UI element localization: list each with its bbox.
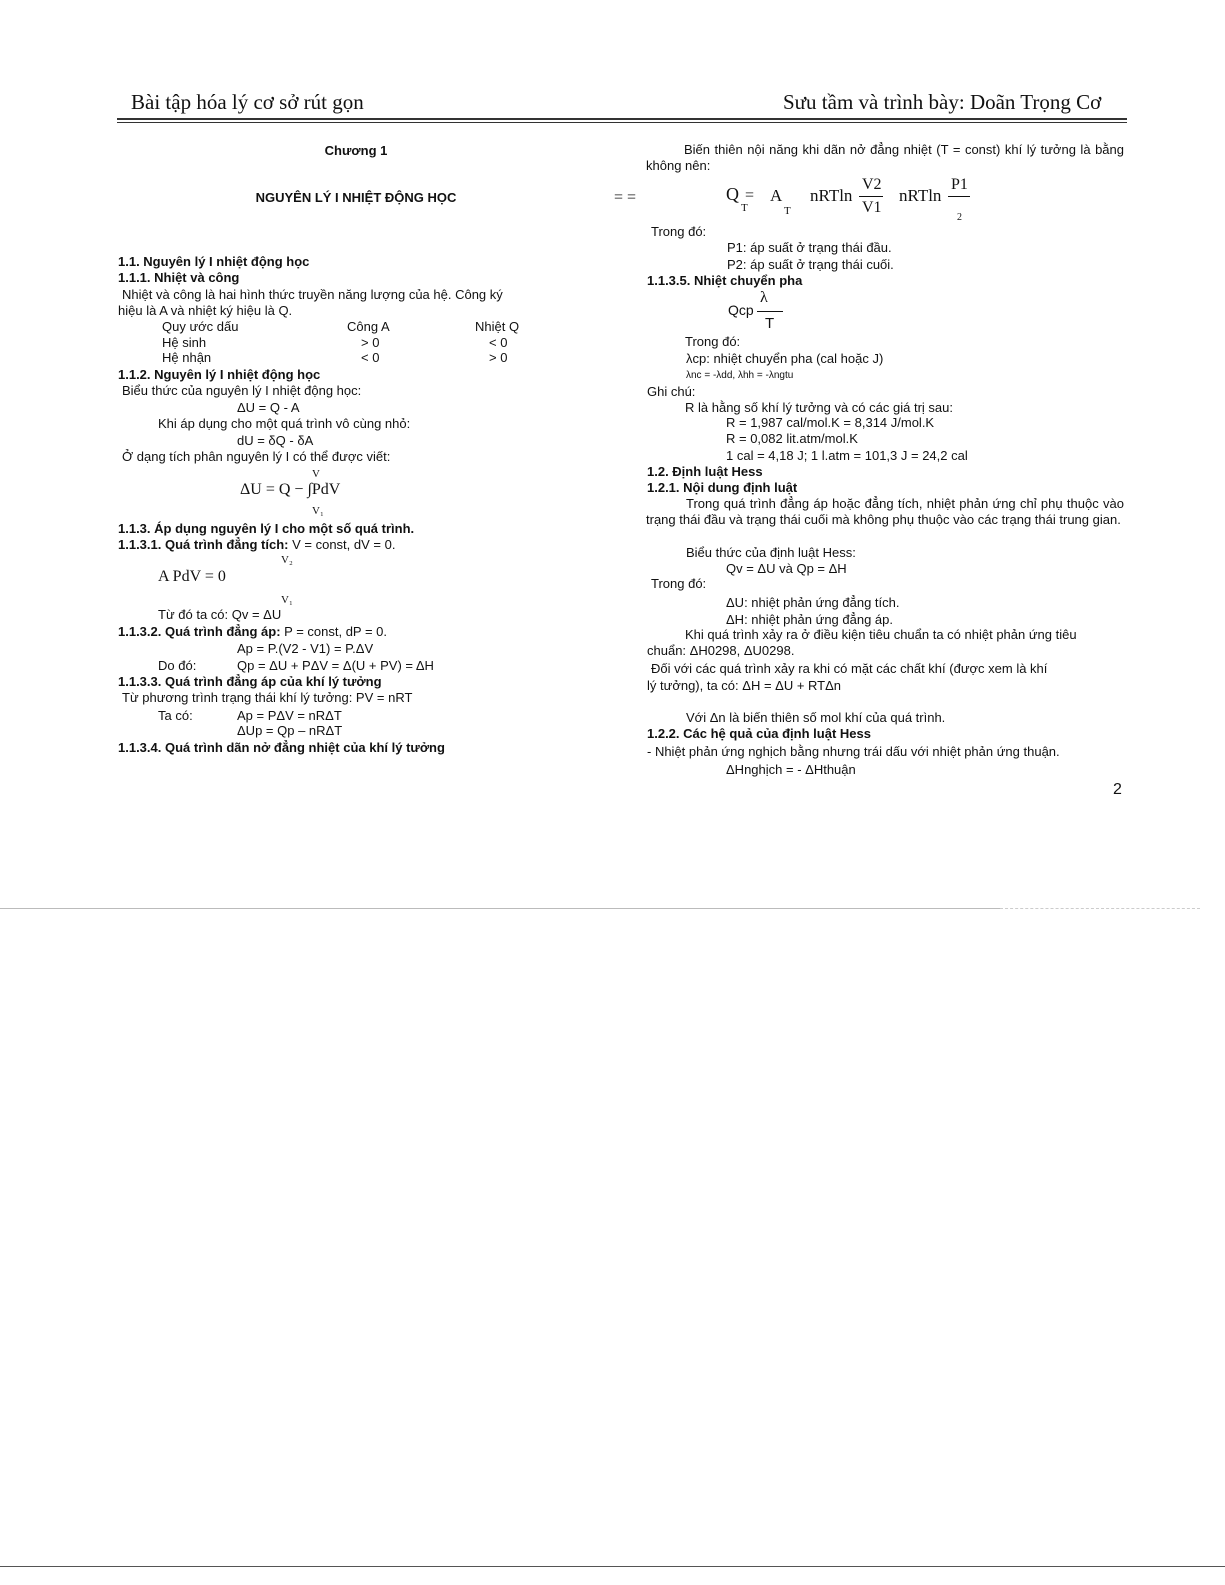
fraction-numerator: V2 [862, 176, 882, 193]
equation: ΔU = Q - A [237, 400, 300, 415]
paragraph: chuẩn: ΔH0298, ΔU0298. [647, 643, 795, 658]
paragraph: hiệu là A và nhiệt ký hiệu là Q. [118, 303, 293, 318]
integral-lower-limit: V₁ [281, 594, 293, 606]
section-1-1-3: 1.1.3. Áp dụng nguyên lý I cho một số quá trình. [118, 521, 415, 536]
paragraph: Đối với các quá trình xảy ra khi có mặt các chất khí (được xem là khí [651, 661, 1048, 676]
section-1-2: 1.2. Định luật Hess [647, 464, 763, 479]
integral-upper-limit: V₂ [281, 554, 293, 566]
fraction-denominator: 2 [957, 212, 962, 223]
label: Trong đó: [685, 334, 741, 349]
fraction-bar [859, 196, 883, 197]
paragraph: Với Δn là biến thiên số mol khí của quá trình. [686, 710, 946, 725]
chapter-label: Chương 1 [324, 143, 388, 158]
definition: λcp: nhiệt chuyển pha (cal hoặc J) [686, 351, 884, 366]
fraction-numerator: P1 [951, 176, 968, 193]
paragraph: Nhiệt và công là hai hình thức truyền năng lượng của hệ. Công ký [122, 287, 503, 302]
section-1-1-3-2 [118, 624, 387, 640]
chapter-title: NGUYÊN LÝ I NHIỆT ĐỘNG HỌC [255, 190, 457, 205]
constant-value: R = 0,082 lit.atm/mol.K [726, 431, 858, 446]
section-1-1-3-1 [118, 537, 395, 553]
paragraph: Biến thiên nội năng khi dãn nở đẳng nhiệt (T = const) khí lý tưởng là bằng không nên: [646, 142, 1124, 173]
integral-upper-limit: V [312, 468, 320, 480]
fraction-denominator: T [765, 315, 775, 332]
section-heading: 1.1.3.1. Quá trình đẳng tích: [118, 537, 289, 552]
paragraph: - Nhiệt phản ứng nghịch bằng nhưng trái dấu với nhiệt phản ứng thuận. [647, 744, 1060, 759]
paragraph: R là hằng số khí lý tưởng và có các giá trị sau: [685, 400, 953, 415]
equation: ΔUp = Qp – nRΔT [237, 723, 343, 738]
equation: ΔHnghịch = - ΔHthuận [726, 762, 856, 777]
label: Trong đó: [651, 224, 707, 239]
table-header: Nhiệt Q [475, 319, 520, 334]
page-break-dashes [1000, 908, 1200, 910]
table-header: Công A [347, 319, 390, 334]
subscript: T [741, 202, 748, 214]
equation-symbol: = [745, 187, 755, 204]
equation: Ap = PΔV = nRΔT [237, 708, 342, 723]
equation-symbol: A [770, 186, 783, 205]
fraction-bar [948, 196, 970, 197]
equation-signs: = = [614, 189, 637, 206]
section-1-2-2: 1.2.2. Các hệ quả của định luật Hess [647, 726, 871, 741]
page-number: 2 [1113, 781, 1122, 798]
section-1-1-2: 1.1.2. Nguyên lý I nhiệt động học [118, 367, 321, 382]
paragraph: Trong quá trình đẳng áp hoặc đẳng tích, nhiệt phản ứng chỉ phụ thuộc vào trạng thái đầu và trạng thái cuối mà không phụ thuộc vào các trạng thái trung gian. [646, 496, 1124, 527]
table-header: Quy ước dấu [162, 319, 239, 334]
integral-lower-limit: V₁ [312, 505, 324, 517]
table-cell: < 0 [489, 335, 508, 350]
fraction-bar [757, 311, 783, 312]
paragraph: Biểu thức của nguyên lý I nhiệt động học: [122, 383, 362, 398]
definition: P1: áp suất ở trạng thái đầu. [727, 240, 892, 255]
label: Trong đó: [651, 576, 707, 591]
definition: λnc = -λdd, λhh = -λngtu [686, 370, 794, 381]
constant-value: R = 1,987 cal/mol.K = 8,314 J/mol.K [726, 415, 935, 430]
table-cell: > 0 [361, 335, 380, 350]
subscript: T [784, 205, 791, 217]
equation: Qp = ΔU + PΔV = Δ(U + PV) = ΔH [237, 658, 434, 673]
section-1-1: 1.1. Nguyên lý I nhiệt động học [118, 254, 310, 269]
paragraph: Khi áp dụng cho một quá trình vô cùng nhỏ: [158, 416, 411, 431]
section-condition: V = const, dV = 0. [288, 537, 396, 552]
page-break-line [0, 908, 1000, 909]
table-cell: Hệ sinh [162, 335, 207, 350]
label: Do đó: [158, 658, 197, 673]
constant-value: 1 cal = 4,18 J; 1 l.atm = 101,3 J = 24,2 cal [726, 448, 968, 463]
section-1-1-3-3: 1.1.3.3. Quá trình đẳng áp của khí lý tưởng [118, 674, 382, 689]
bottom-border [0, 1566, 1225, 1567]
definition: ΔH: nhiệt phản ứng đẳng áp. [726, 612, 894, 627]
paragraph: lý tưởng), ta có: ΔH = ΔU + RTΔn [647, 678, 842, 693]
label: Ghi chú: [647, 384, 696, 399]
paragraph: Khi quá trình xảy ra ở điều kiện tiêu chuẩn ta có nhiệt phản ứng tiêu [685, 627, 1077, 642]
section-heading: 1.1.3.2. Quá trình đẳng áp: [118, 624, 281, 639]
section-condition: P = const, dP = 0. [280, 624, 388, 639]
label: Ta có: [158, 708, 193, 723]
paragraph: Ở dạng tích phân nguyên lý I có thể được viết: [122, 449, 391, 464]
paragraph: Biểu thức của định luật Hess: [686, 545, 856, 560]
paragraph: Từ đó ta có: Qv = ΔU [158, 607, 282, 622]
table-cell: < 0 [361, 350, 380, 365]
paragraph: Từ phương trình trạng thái khí lý tưởng: PV = nRT [122, 690, 413, 705]
section-1-2-1: 1.2.1. Nội dung định luật [647, 480, 798, 495]
equation: ΔU = Q − ∫PdV [240, 481, 341, 498]
section-1-1-3-4: 1.1.3.4. Quá trình dãn nở đẳng nhiệt của khí lý tưởng [118, 740, 445, 755]
header-right-title: Sưu tầm và trình bày: Doãn Trọng Cơ [783, 90, 1102, 114]
section-1-1-1: 1.1.1. Nhiệt và công [118, 270, 240, 285]
equation-term: nRTln [810, 186, 853, 205]
equation: Qv = ΔU và Qp = ΔH [726, 561, 847, 576]
table-cell: > 0 [489, 350, 508, 365]
fraction-numerator: λ [760, 289, 768, 306]
header-rule [117, 118, 1127, 120]
fraction-denominator: V1 [862, 199, 882, 216]
definition: P2: áp suất ở trạng thái cuối. [727, 257, 894, 272]
table-cell: Hệ nhận [162, 350, 212, 365]
equation: A PdV = 0 [158, 568, 226, 585]
equation-term: nRTln [899, 186, 942, 205]
equation-symbol: Qcp [728, 302, 754, 318]
header-left-title: Bài tập hóa lý cơ sở rút gọn [131, 90, 364, 114]
equation: dU = δQ - δA [237, 433, 314, 448]
equation: Ap = P.(V2 - V1) = P.ΔV [237, 641, 374, 656]
equation-symbol: Q [726, 184, 739, 204]
header-rule-thin [117, 122, 1127, 123]
section-1-1-3-5: 1.1.3.5. Nhiệt chuyển pha [647, 273, 803, 288]
definition: ΔU: nhiệt phản ứng đẳng tích. [726, 595, 900, 610]
